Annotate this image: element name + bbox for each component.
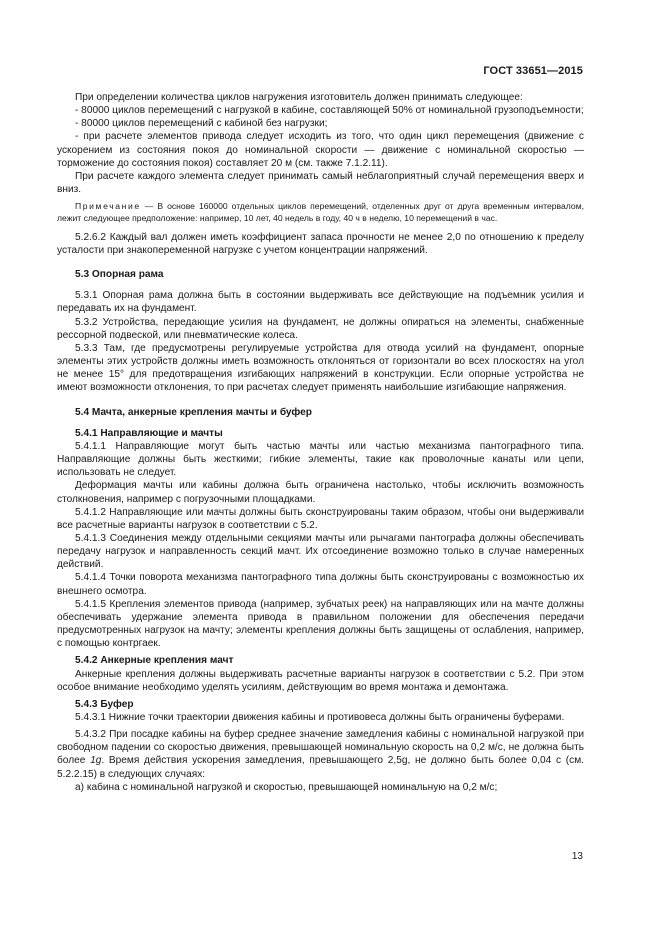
formula-1g: 1g: [90, 755, 102, 767]
paragraph-text: . Время действия ускорения замедления, превышающего 2,5g, не должно быть более 0,04 с (см. 5.2.2.15) в следующих случаях:: [57, 755, 584, 780]
subsection-heading: 5.4.3 Буфер: [75, 698, 134, 710]
section-heading: 5.4 Мачта, анкерные крепления мачты и буфер: [75, 406, 312, 418]
paragraph: 5.4.1.1 Направляющие могут быть частью мачты или частью механизма пантографного типа. Направляющие должны быть жесткими; гибкие элементы, такие как проволочные канаты или цепи, использовать не следует.: [57, 440, 584, 479]
paragraph: При определении количества циклов нагружения изготовитель должен принимать следующее:: [75, 92, 523, 103]
paragraph: Деформация мачты или кабины должна быть ограничена настолько, чтобы исключить возможность столкновения, например с погрузочными площадками.: [57, 480, 584, 505]
subsection-heading: 5.4.1 Направляющие и мачты: [75, 427, 223, 439]
note: [57, 201, 584, 225]
paragraph: 5.4.1.2 Направляющие или мачты должны быть сконструированы таким образом, чтобы они выдерживали все расчетные варианты нагрузок в соответствии с 5.2.: [57, 506, 584, 531]
page-number: 13: [571, 851, 583, 862]
standard-number: ГОСТ 33651—2015: [483, 65, 583, 77]
list-item: а) кабина с номинальной нагрузкой и скоростью, превышающей номинальную на 0,2 м/с;: [75, 781, 498, 793]
paragraph-text: 5.4.3.2 При посадке кабины на буфер среднее значение замедления кабины с номинальной нагрузкой при свободном падении со скоростью движения, превышающей номинальную скорость на 0,2 м/с, не должна быть более: [57, 729, 584, 767]
list-item: - при расчете элементов привода следует исходить из того, что один цикл перемещения (движение с ускорением из состояния покоя до номинальной скорости — движение с номинальной скоростью — торможение до состояния покоя) составляет 20 м (см. также 7.1.2.11).: [57, 131, 584, 169]
body-text: [57, 91, 584, 794]
paragraph: 5.4.1.4 Точки поворота механизма пантографного типа должны быть сконструированы с возможностью их внешнего осмотра.: [57, 572, 584, 597]
paragraph: 5.3.3 Там, где предусмотрены регулируемые устройства для отвода усилий на фундамент, опорные элементы этих устройств должны иметь возможность отклоняться от горизонтали во всех плоскостях на угол не менее 15° для предотвращения изгибающих напряжений в конструкции. Если опорные устройства не имеют возможности отклонения, то при расчетах следует применять наибольшие изгибающие напряжения.: [57, 342, 584, 394]
list-item: - 80000 циклов перемещений с кабиной без нагрузки;: [75, 118, 328, 130]
paragraph: 5.4.1.5 Крепления элементов привода (например, зубчатых реек) на направляющих или на мачте должны обеспечивать удержание элемента привода в правильном положении для обеспечения передачи предусмотренных нагрузок на мачту; элементы крепления должны быть защищены от ослабления, например, с помощью контргаек.: [57, 598, 584, 650]
paragraph: 5.4.1.3 Соединения между отдельными секциями мачты или рычагами пантографа должны обеспечивать передачу нагрузок и направленность секций мачт. Их отсоединение возможно только в случае намеренных действий.: [57, 532, 584, 571]
paragraph: 5.3.1 Опорная рама должна быть в состоянии выдерживать все действующие на подъемник усилия и передавать их на фундамент.: [57, 290, 584, 315]
list-item: - 80000 циклов перемещений с нагрузкой в кабине, составляющей 50% от номинальной грузоподъемности;: [75, 105, 584, 117]
subsection-heading: 5.4.2 Анкерные крепления мачт: [75, 655, 234, 667]
paragraph: 5.2.6.2 Каждый вал должен иметь коэффициент запаса прочности не менее 2,0 по отношению к пределу усталости при знакопеременной нагрузке с учетом концентрации напряжений.: [57, 231, 584, 256]
paragraph: Анкерные крепления должны выдерживать расчетные варианты нагрузок в соответствии с 5.2. При этом особое внимание необходимо уделять усилиям, действующим во время монтажа и демонтажа.: [57, 668, 584, 693]
paragraph: 5.3.2 Устройства, передающие усилия на фундамент, не должны опираться на элементы, снабженные рессорной подвеской, или пневматические колеса.: [57, 316, 584, 341]
note-label: Примечание: [75, 201, 141, 212]
section-heading: 5.3 Опорная рама: [75, 269, 164, 281]
paragraph: При расчете каждого элемента следует принимать самый неблагоприятный случай перемещения вверх и вниз.: [57, 170, 584, 196]
note-text: — В основе 160000 отдельных циклов перемещений, отделенных друг от друга временным интервалом, лежит следующее предположение: например, 10 лет, 40 недель в году, 40 ч в неделю, 10 перемещений в час.: [57, 201, 584, 224]
paragraph: 5.4.3.1 Нижние точки траектории движения кабины и противовеса должны быть ограничены буферами.: [75, 712, 565, 723]
paragraph: [57, 728, 584, 781]
